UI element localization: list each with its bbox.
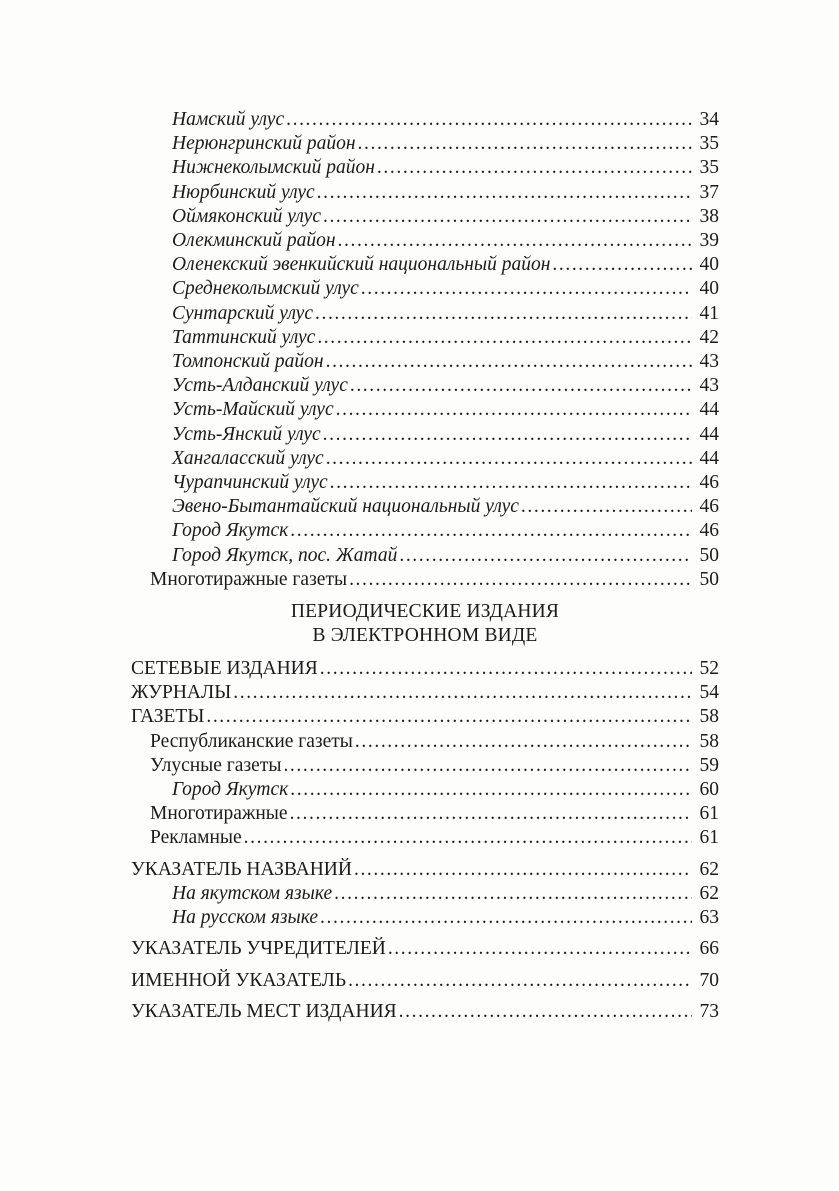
dot-leader — [286, 108, 692, 132]
toc-page-number: 46 — [699, 520, 719, 542]
toc-page-number: 34 — [699, 109, 719, 130]
toc-row — [131, 969, 719, 993]
toc-row — [131, 156, 719, 180]
toc-entry-label: Сунтарский улус — [172, 302, 313, 324]
toc-entry-label: Нерюнгринский район — [172, 133, 356, 155]
toc-row — [131, 544, 719, 568]
toc-row — [131, 447, 719, 471]
dot-leader — [317, 326, 692, 350]
toc-entry-label: Нюрбинский улус — [172, 181, 315, 203]
section-heading-line2: В ЭЛЕКТРОННОМ ВИДЕ — [312, 624, 538, 646]
toc-entry-label: УКАЗАТЕЛЬ НАЗВАНИЙ — [131, 858, 352, 880]
toc-entry-label: Таттинский улус — [172, 326, 316, 348]
toc-entry-label: На якутском языке — [172, 882, 333, 904]
toc-row — [131, 754, 719, 778]
dot-leader — [244, 826, 692, 850]
toc-row — [131, 132, 719, 156]
toc-row — [131, 471, 719, 495]
dot-leader — [320, 906, 692, 930]
dot-leader — [388, 937, 692, 961]
toc-entry-label: Город Якутск, пос. Жатай — [172, 544, 398, 566]
toc-page-number: 62 — [699, 882, 719, 904]
dot-leader — [326, 447, 692, 471]
toc-row — [131, 374, 719, 398]
toc-page-number: 41 — [699, 302, 719, 324]
toc-row — [131, 253, 719, 277]
toc-page-number: 39 — [699, 230, 719, 252]
toc-entry-label: Многотиражные газеты — [150, 568, 348, 590]
toc-entry-label: Томпонский район — [172, 351, 324, 373]
toc-entry-label: Олекминский район — [172, 230, 336, 252]
toc-row — [131, 398, 719, 422]
toc-entry-label: Среднеколымский улус — [172, 278, 359, 300]
toc-row — [131, 568, 719, 592]
toc-section-print-editions — [131, 108, 719, 592]
toc-page-number: 59 — [699, 754, 719, 776]
dot-leader — [338, 229, 692, 253]
toc-entry-label: Эвено-Бытантайский национальный улус — [172, 496, 519, 518]
dot-leader — [349, 568, 692, 592]
toc-entry-label: УКАЗАТЕЛЬ УЧРЕДИТЕЛЕЙ — [131, 938, 386, 960]
toc-entry-label: Хангаласский улус — [172, 447, 324, 469]
toc-row — [131, 302, 719, 326]
dot-leader — [354, 858, 692, 882]
toc-entry-label: Республиканские газеты — [150, 730, 353, 752]
dot-leader — [206, 705, 692, 729]
dot-leader — [334, 882, 692, 906]
dot-leader — [348, 969, 692, 993]
toc-page-number: 52 — [699, 658, 719, 680]
dot-leader — [521, 495, 692, 519]
toc-entry-label: Усть-Алданский улус — [172, 375, 348, 397]
toc-row — [131, 108, 719, 132]
toc-page-number: 44 — [699, 447, 719, 469]
dot-leader — [233, 681, 692, 705]
toc-page-number: 70 — [699, 969, 719, 991]
dot-leader — [317, 181, 692, 205]
toc-entry-label: Усть-Майский улус — [172, 399, 334, 421]
toc-page-number: 61 — [699, 803, 719, 825]
toc-entry-label: ЖУРНАЛЫ — [131, 682, 232, 704]
toc-page-number: 46 — [699, 496, 719, 518]
toc-row — [131, 730, 719, 754]
dot-leader — [290, 802, 692, 826]
dot-leader — [358, 132, 692, 156]
toc-page-number: 62 — [699, 858, 719, 880]
table-of-contents — [131, 108, 719, 1024]
toc-page-number: 40 — [699, 278, 719, 300]
toc-entry-label: Оленекский эвенкийский национальный район — [172, 254, 551, 276]
toc-row — [131, 778, 719, 802]
toc-entry-label: Рекламные — [150, 827, 242, 849]
dot-leader — [290, 778, 692, 802]
toc-row — [131, 705, 719, 729]
dot-leader — [315, 302, 692, 326]
dot-leader — [283, 754, 692, 778]
toc-page-number: 63 — [699, 907, 719, 929]
toc-row — [131, 657, 719, 681]
dot-leader — [399, 1000, 692, 1024]
toc-entry-label: Многотиражные — [150, 803, 288, 825]
toc-entry-label: Город Якутск — [172, 520, 289, 542]
toc-page-number: 58 — [699, 730, 719, 752]
toc-entry-label: Нижнеколымский район — [172, 157, 375, 179]
toc-row — [131, 181, 719, 205]
dot-leader — [323, 423, 692, 447]
toc-row — [131, 681, 719, 705]
toc-entry-label: Город Якутск — [172, 779, 289, 801]
toc-page-number: 50 — [699, 568, 719, 590]
toc-row — [131, 802, 719, 826]
toc-page-number: 40 — [699, 254, 719, 276]
dot-leader — [320, 657, 692, 681]
dot-leader — [326, 350, 692, 374]
dot-leader — [323, 205, 692, 229]
toc-entry-label: Улусные газеты — [150, 754, 282, 776]
toc-entry-label: Чурапчинский улус — [172, 472, 328, 494]
toc-entry-label: На русском языке — [172, 907, 319, 929]
toc-row — [131, 858, 719, 882]
toc-page-number: 43 — [699, 375, 719, 397]
toc-row — [131, 937, 719, 961]
toc-row — [131, 205, 719, 229]
toc-row — [131, 229, 719, 253]
toc-page-number: 66 — [699, 938, 719, 960]
toc-page-number: 54 — [699, 682, 719, 704]
toc-page-number: 73 — [699, 1000, 719, 1022]
toc-page-number: 43 — [699, 351, 719, 373]
toc-entry-label: Оймяконский улус — [172, 205, 321, 227]
toc-page-number: 50 — [699, 544, 719, 566]
toc-entry-label: ИМЕННОЙ УКАЗАТЕЛЬ — [131, 969, 347, 991]
toc-entry-label: ГАЗЕТЫ — [131, 706, 205, 728]
toc-page-number: 38 — [699, 205, 719, 227]
toc-page-number: 37 — [699, 181, 719, 203]
toc-entry-label: СЕТЕВЫЕ ИЗДАНИЯ — [131, 658, 318, 680]
toc-row — [131, 277, 719, 301]
toc-page-number: 42 — [699, 326, 719, 348]
toc-row — [131, 326, 719, 350]
dot-leader — [350, 374, 692, 398]
toc-page-number: 61 — [699, 827, 719, 849]
toc-page-number: 44 — [699, 399, 719, 421]
toc-row — [131, 495, 719, 519]
toc-entry-label: Намский улус — [172, 109, 285, 130]
dot-leader — [336, 398, 692, 422]
toc-row — [131, 519, 719, 543]
dot-leader — [399, 544, 692, 568]
dot-leader — [552, 253, 692, 277]
dot-leader — [377, 156, 692, 180]
dot-leader — [330, 471, 692, 495]
toc-page-number: 35 — [699, 133, 719, 155]
toc-page-number: 60 — [699, 779, 719, 801]
toc-row — [131, 423, 719, 447]
section-heading — [131, 600, 719, 647]
dot-leader — [290, 519, 692, 543]
toc-row — [131, 350, 719, 374]
toc-row — [131, 1000, 719, 1024]
toc-page-number: 35 — [699, 157, 719, 179]
dot-leader — [355, 730, 692, 754]
toc-entry-label: УКАЗАТЕЛЬ МЕСТ ИЗДАНИЯ — [131, 1000, 397, 1022]
toc-row — [131, 882, 719, 906]
toc-row — [131, 826, 719, 850]
toc-page-number: 58 — [699, 706, 719, 728]
toc-page-number: 46 — [699, 472, 719, 494]
dot-leader — [361, 277, 692, 301]
toc-section-electronic-editions — [131, 657, 719, 1024]
section-heading-line1: ПЕРИОДИЧЕСКИЕ ИЗДАНИЯ — [290, 601, 560, 623]
toc-page-number: 44 — [699, 423, 719, 445]
toc-row — [131, 906, 719, 930]
toc-entry-label: Усть-Янский улус — [172, 423, 321, 445]
